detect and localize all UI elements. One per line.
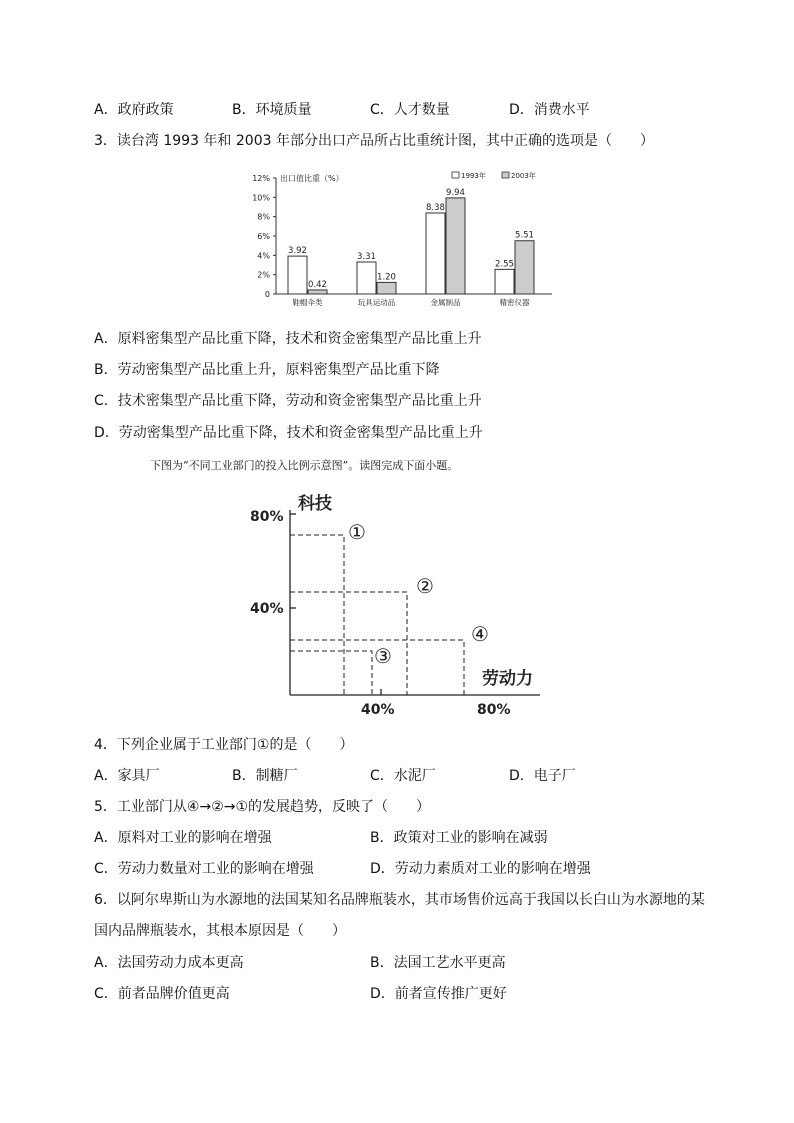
chart-category-label: 精密仪器 xyxy=(499,298,530,307)
q4-stem: 4．下列企业属于工业部门①的是（ ） xyxy=(94,737,354,753)
chart-category-label: 金属制品 xyxy=(430,298,461,307)
q6-stem-line1: 6．以阿尔卑斯山为水源地的法国某知名品牌瓶装水，其市场售价远高于我国以长白山为水源地的某 xyxy=(94,892,705,908)
marker-4: ④ xyxy=(471,622,489,646)
diagram-x-tick-40: 40% xyxy=(361,702,395,718)
q5-stem: 5．工业部门从④→②→①的发展趋势，反映了（ ） xyxy=(94,799,431,815)
diagram-y-tick-80: 80% xyxy=(250,509,284,525)
region-1-outline xyxy=(290,535,344,695)
bar-value-label: 2.55 xyxy=(495,259,514,270)
marker-1: ① xyxy=(348,520,366,544)
chart-y-tick-label: 0 xyxy=(264,290,270,299)
q6-stem-line2: 国内品牌瓶装水，其根本原因是（ ） xyxy=(94,923,346,939)
q2-option-b: B．环境质量 xyxy=(232,102,312,118)
q3-option-c: C．技术密集型产品比重下降，劳动和资金密集型产品比重上升 xyxy=(94,393,482,409)
marker-2: ② xyxy=(416,574,434,598)
q5-option-a: A．原料对工业的影响在增强 xyxy=(94,830,272,846)
q6-option-b: B．法国工艺水平更高 xyxy=(370,955,506,971)
q5-option-c: C．劳动力数量对工业的影响在增强 xyxy=(94,861,314,877)
diagram-x-tick-80: 80% xyxy=(477,702,511,718)
diagram-x-axis-label: 劳动力 xyxy=(482,669,533,689)
q3-stem: 3．读台湾 1993 年和 2003 年部分出口产品所占比重统计图，其中正确的选项是（ ） xyxy=(94,133,654,149)
chart-y-tick-label: 2% xyxy=(257,270,270,280)
region-3-outline xyxy=(290,651,372,695)
bar-0-1 xyxy=(308,290,327,294)
diagram-y-tick-40: 40% xyxy=(250,601,284,617)
bar-value-label: 5.51 xyxy=(515,230,534,241)
bar-3-0 xyxy=(495,269,514,294)
legend-label-1: 2003年 xyxy=(511,172,536,180)
chart-y-tick-label: 8% xyxy=(257,212,270,222)
q4-option-c: C．水泥厂 xyxy=(370,768,436,784)
q3-option-a: A．原料密集型产品比重下降，技术和资金密集型产品比重上升 xyxy=(94,331,482,347)
chart-y-tick-label: 12% xyxy=(252,174,270,183)
bar-value-label: 9.94 xyxy=(446,187,465,198)
q3-option-d: D．劳动密集型产品比重下降，技术和资金密集型产品比重上升 xyxy=(94,425,483,441)
legend-swatch-0 xyxy=(452,172,459,178)
bar-value-label: 3.92 xyxy=(288,246,307,257)
bar-value-label: 3.31 xyxy=(357,252,376,263)
chart-y-tick-label: 6% xyxy=(257,232,270,241)
q4-option-b: B．制糖厂 xyxy=(232,768,298,784)
bar-2-0 xyxy=(426,213,445,294)
marker-3: ③ xyxy=(374,644,392,668)
q4-option-d: D．电子厂 xyxy=(509,768,576,784)
bar-3-1 xyxy=(515,241,534,294)
bar-0-0 xyxy=(288,256,307,294)
chart-category-label: 鞋帽伞类 xyxy=(292,298,323,307)
chart-y-axis-label: 出口值比重（%） xyxy=(280,174,344,183)
bar-value-label: 8.38 xyxy=(426,202,445,213)
export-bar-chart xyxy=(240,166,560,316)
q5-option-d: D．劳动力素质对工业的影响在增强 xyxy=(370,861,591,877)
legend-label-0: 1993年 xyxy=(461,172,486,180)
diagram-y-axis-label: 科技 xyxy=(298,494,332,514)
chart-y-tick-label: 10% xyxy=(252,193,270,203)
q3-option-b: B．劳动密集型产品比重上升，原料密集型产品比重下降 xyxy=(94,362,440,378)
q2-option-a: A．政府政策 xyxy=(94,102,174,118)
bar-2-1 xyxy=(446,198,465,294)
diagram-caption: 下图为“不同工业部门的投入比例示意图”。读图完成下面小题。 xyxy=(150,459,459,472)
bar-1-1 xyxy=(377,282,396,294)
q5-option-b: B．政策对工业的影响在减弱 xyxy=(370,830,548,846)
industry-input-diagram xyxy=(240,490,560,725)
q6-option-d: D．前者宣传推广更好 xyxy=(370,986,507,1002)
legend-swatch-1 xyxy=(502,172,509,178)
q6-option-c: C．前者品牌价值更高 xyxy=(94,986,230,1002)
bar-value-label: 1.20 xyxy=(377,272,396,283)
q4-option-a: A．家具厂 xyxy=(94,768,160,784)
q6-option-a: A．法国劳动力成本更高 xyxy=(94,955,244,971)
q2-option-c: C．人才数量 xyxy=(370,102,450,118)
bar-1-0 xyxy=(357,262,376,294)
chart-y-tick-label: 4% xyxy=(257,251,270,261)
bar-value-label: 0.42 xyxy=(308,279,327,290)
chart-category-label: 玩具运动品 xyxy=(357,298,396,307)
q2-option-d: D．消费水平 xyxy=(509,102,590,118)
